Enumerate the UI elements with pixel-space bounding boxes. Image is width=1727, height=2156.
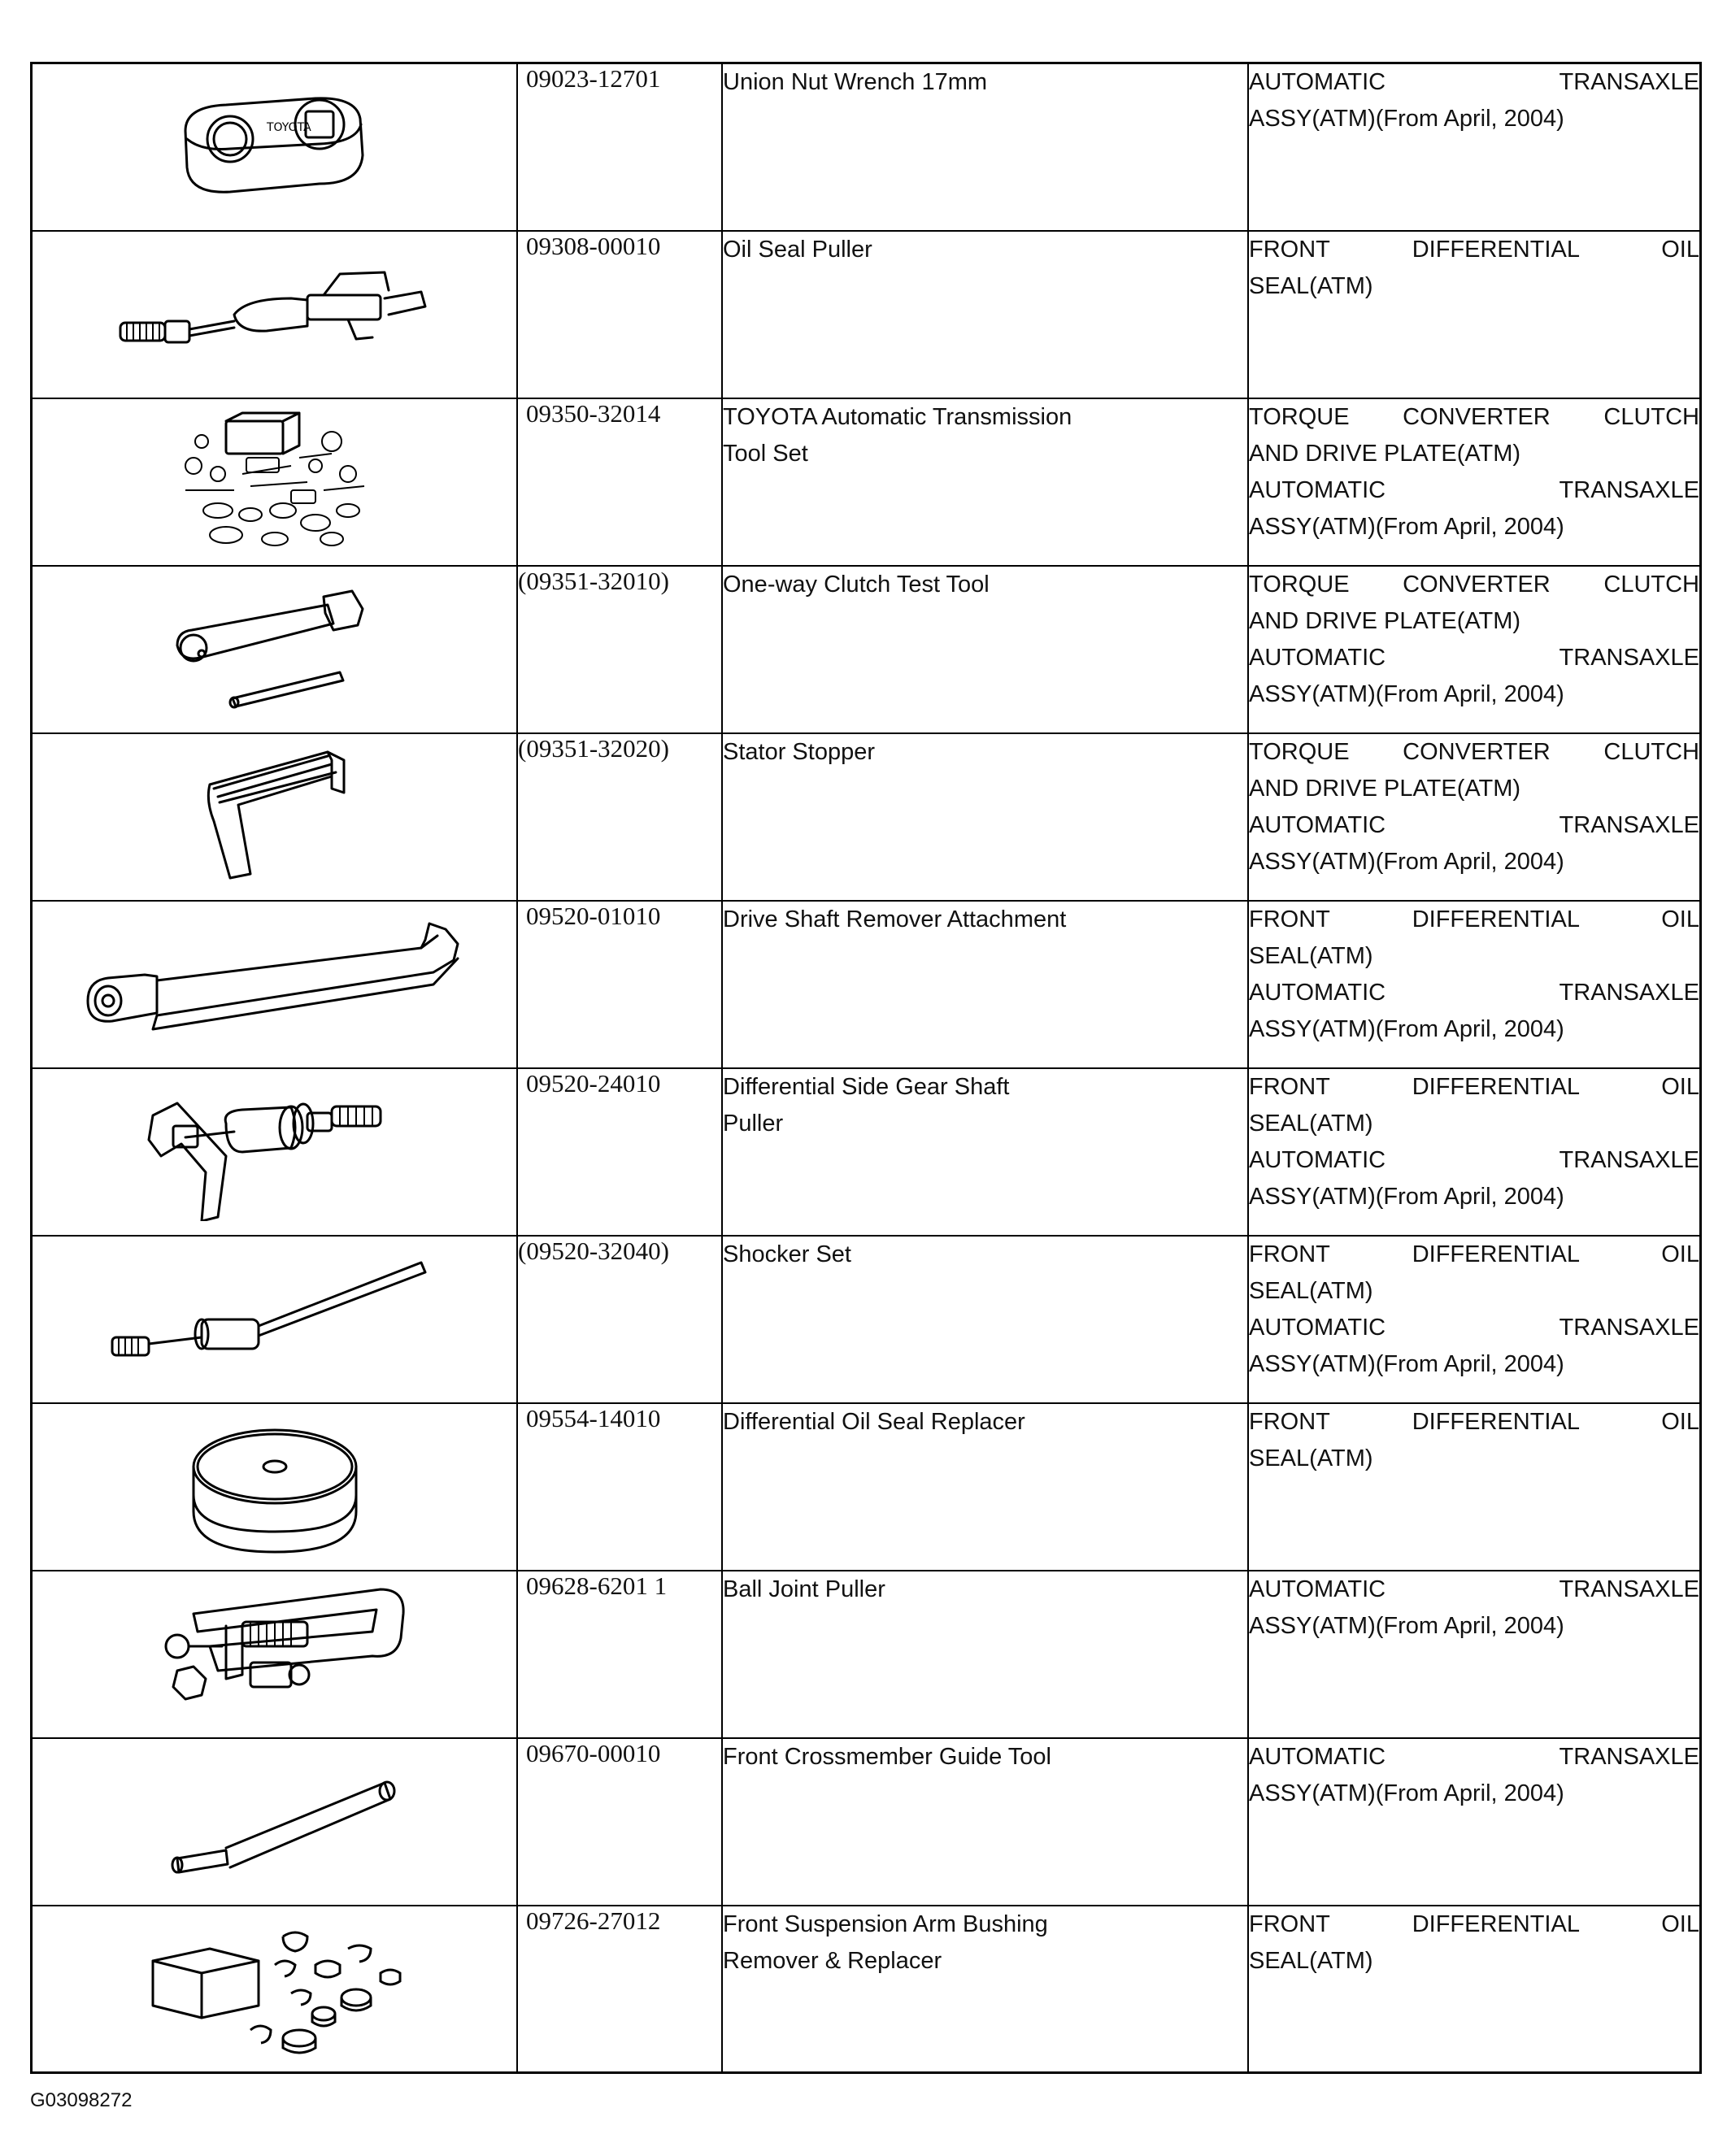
- tool-name-line: TOYOTA Automatic Transmission: [723, 403, 1072, 430]
- usage-line: SEAL(ATM): [1249, 1110, 1373, 1137]
- table-row: [32, 1403, 1701, 1571]
- usage-line: ASSY(ATM)(From April, 2004): [1249, 1612, 1564, 1639]
- tool-illustration-cell: [32, 1906, 518, 2073]
- usage-line: ASSY(ATM)(From April, 2004): [1249, 1780, 1564, 1806]
- table-row: [32, 733, 1701, 901]
- clutch-test-tool-icon: [33, 567, 516, 715]
- usage-line: FRONT DIFFERENTIAL OIL: [1249, 236, 1699, 263]
- table-row: [32, 1571, 1701, 1738]
- usage-cell: [1248, 733, 1701, 901]
- tool-name-cell: [722, 1906, 1248, 2073]
- table-row: [32, 63, 1701, 231]
- tool-name-line: Remover & Replacer: [723, 1947, 942, 1974]
- table-row: [32, 231, 1701, 398]
- table-row: [32, 1906, 1701, 2073]
- tool-name-cell: [722, 1571, 1248, 1738]
- tool-illustration-cell: [32, 398, 518, 566]
- tool-name-line: Union Nut Wrench 17mm: [723, 69, 988, 95]
- tool-illustration-cell: [32, 231, 518, 398]
- tool-name-line: Drive Shaft Remover Attachment: [723, 906, 1067, 932]
- tool-name-line: Oil Seal Puller: [723, 236, 872, 263]
- tool-name-cell: [722, 901, 1248, 1068]
- usage-cell: [1248, 231, 1701, 398]
- part-number-cell: [517, 1738, 722, 1906]
- usage-line: AUTOMATIC TRANSAXLE: [1249, 1743, 1699, 1770]
- tool-name-line: Puller: [723, 1110, 784, 1137]
- part-number: 09670-00010: [526, 1738, 661, 1767]
- usage-line: AND DRIVE PLATE(ATM): [1249, 775, 1521, 802]
- usage-line: AUTOMATIC TRANSAXLE: [1249, 1576, 1699, 1602]
- tool-illustration-cell: [32, 1738, 518, 1906]
- part-number-cell: [517, 63, 722, 231]
- usage-line: SEAL(ATM): [1249, 1947, 1373, 1974]
- tool-name-cell: [722, 1236, 1248, 1403]
- table-row: [32, 901, 1701, 1068]
- usage-line: SEAL(ATM): [1249, 1277, 1373, 1304]
- part-number: 09554-14010: [526, 1403, 661, 1432]
- usage-line: AND DRIVE PLATE(ATM): [1249, 440, 1521, 467]
- usage-line: ASSY(ATM)(From April, 2004): [1249, 1183, 1564, 1210]
- part-number-cell: [517, 566, 722, 733]
- usage-line: AUTOMATIC TRANSAXLE: [1249, 644, 1699, 671]
- part-number-cell: [517, 1068, 722, 1236]
- usage-line: SEAL(ATM): [1249, 272, 1373, 299]
- tool-name-cell: [722, 733, 1248, 901]
- usage-cell: [1248, 1571, 1701, 1738]
- part-number: (09351-32010): [518, 566, 669, 595]
- usage-line: ASSY(ATM)(From April, 2004): [1249, 106, 1564, 132]
- table-body: [32, 63, 1701, 2073]
- oil-seal-replacer-icon: [33, 1404, 516, 1564]
- usage-cell: [1248, 566, 1701, 733]
- usage-line: AUTOMATIC TRANSAXLE: [1249, 69, 1699, 95]
- part-number: 09726-27012: [526, 1906, 661, 1935]
- tool-name-cell: [722, 231, 1248, 398]
- tool-illustration-cell: [32, 1068, 518, 1236]
- special-service-tools-table: [30, 62, 1702, 2074]
- usage-line: ASSY(ATM)(From April, 2004): [1249, 1350, 1564, 1377]
- part-number: 09520-01010: [526, 901, 661, 930]
- usage-line: AUTOMATIC TRANSAXLE: [1249, 979, 1699, 1006]
- crossmember-guide-tool-icon: [33, 1739, 516, 1891]
- usage-line: ASSY(ATM)(From April, 2004): [1249, 680, 1564, 707]
- usage-cell: [1248, 1403, 1701, 1571]
- part-number: 09520-24010: [526, 1068, 661, 1098]
- table-row: [32, 1738, 1701, 1906]
- part-number-cell: [517, 1571, 722, 1738]
- usage-line: AUTOMATIC TRANSAXLE: [1249, 1314, 1699, 1341]
- tool-name-cell: [722, 1403, 1248, 1571]
- ball-joint-puller-icon: [33, 1571, 516, 1723]
- usage-line: SEAL(ATM): [1249, 1445, 1373, 1471]
- tool-illustration-cell: [32, 1236, 518, 1403]
- tool-name-cell: [722, 398, 1248, 566]
- usage-cell: [1248, 63, 1701, 231]
- tool-name-line: Stator Stopper: [723, 738, 875, 765]
- tool-name-line: Differential Oil Seal Replacer: [723, 1408, 1025, 1435]
- usage-cell: [1248, 1236, 1701, 1403]
- part-number: 09023-12701: [526, 64, 661, 93]
- part-number-cell: [517, 733, 722, 901]
- tool-illustration-cell: [32, 1571, 518, 1738]
- shocker-set-icon: [33, 1237, 516, 1368]
- usage-line: TORQUE CONVERTER CLUTCH: [1249, 403, 1699, 430]
- table-row: [32, 1236, 1701, 1403]
- part-number: 09308-00010: [526, 231, 661, 260]
- usage-cell: [1248, 901, 1701, 1068]
- part-number: (09520-32040): [518, 1236, 669, 1265]
- tool-illustration-cell: [32, 1403, 518, 1571]
- usage-line: AUTOMATIC TRANSAXLE: [1249, 1146, 1699, 1173]
- tool-illustration-cell: [32, 566, 518, 733]
- usage-line: AUTOMATIC TRANSAXLE: [1249, 811, 1699, 838]
- tool-name-cell: [722, 1068, 1248, 1236]
- part-number: (09351-32020): [518, 733, 669, 763]
- usage-line: SEAL(ATM): [1249, 942, 1373, 969]
- table-row: [32, 398, 1701, 566]
- part-number-cell: [517, 398, 722, 566]
- usage-line: FRONT DIFFERENTIAL OIL: [1249, 1241, 1699, 1267]
- usage-line: FRONT DIFFERENTIAL OIL: [1249, 1910, 1699, 1937]
- part-number-cell: [517, 1236, 722, 1403]
- tool-name-line: Shocker Set: [723, 1241, 851, 1267]
- part-number: 09350-32014: [526, 398, 661, 428]
- usage-line: FRONT DIFFERENTIAL OIL: [1249, 906, 1699, 932]
- tool-name-line: Ball Joint Puller: [723, 1576, 885, 1602]
- union-nut-wrench-icon: [33, 64, 516, 212]
- tool-name-cell: [722, 63, 1248, 231]
- usage-line: FRONT DIFFERENTIAL OIL: [1249, 1408, 1699, 1435]
- side-gear-shaft-puller-icon: [33, 1069, 516, 1221]
- part-number-cell: [517, 901, 722, 1068]
- usage-line: ASSY(ATM)(From April, 2004): [1249, 848, 1564, 875]
- usage-line: FRONT DIFFERENTIAL OIL: [1249, 1073, 1699, 1100]
- tool-name-line: Front Suspension Arm Bushing: [723, 1910, 1048, 1937]
- usage-line: AUTOMATIC TRANSAXLE: [1249, 476, 1699, 503]
- usage-cell: [1248, 1068, 1701, 1236]
- tool-name-line: Tool Set: [723, 440, 808, 467]
- tool-illustration-cell: [32, 63, 518, 231]
- stator-stopper-icon: [33, 734, 516, 886]
- tool-name-line: Differential Side Gear Shaft: [723, 1073, 1010, 1100]
- tool-name-line: One-way Clutch Test Tool: [723, 571, 990, 598]
- part-number: 09628-6201 1: [526, 1571, 668, 1600]
- usage-cell: [1248, 398, 1701, 566]
- usage-line: AND DRIVE PLATE(ATM): [1249, 607, 1521, 634]
- part-number-cell: [517, 1906, 722, 2073]
- part-number-cell: [517, 1403, 722, 1571]
- part-number-cell: [517, 231, 722, 398]
- figure-code: G03098272: [30, 2089, 133, 2111]
- tool-illustration-cell: [32, 733, 518, 901]
- tool-name-cell: [722, 1738, 1248, 1906]
- usage-line: ASSY(ATM)(From April, 2004): [1249, 1015, 1564, 1042]
- usage-cell: [1248, 1906, 1701, 2073]
- tool-name-line: Front Crossmember Guide Tool: [723, 1743, 1052, 1770]
- drive-shaft-remover-icon: [33, 902, 516, 1054]
- bushing-remover-icon: [33, 1906, 516, 2071]
- oil-seal-puller-icon: [33, 232, 516, 372]
- table-row: [32, 1068, 1701, 1236]
- tool-name-cell: [722, 566, 1248, 733]
- tool-set-icon: [33, 399, 516, 551]
- table-row: [32, 566, 1701, 733]
- svg-text:TOYOTA: TOYOTA: [266, 121, 311, 134]
- usage-line: TORQUE CONVERTER CLUTCH: [1249, 738, 1699, 765]
- tool-illustration-cell: [32, 901, 518, 1068]
- usage-cell: [1248, 1738, 1701, 1906]
- usage-line: TORQUE CONVERTER CLUTCH: [1249, 571, 1699, 598]
- usage-line: ASSY(ATM)(From April, 2004): [1249, 513, 1564, 540]
